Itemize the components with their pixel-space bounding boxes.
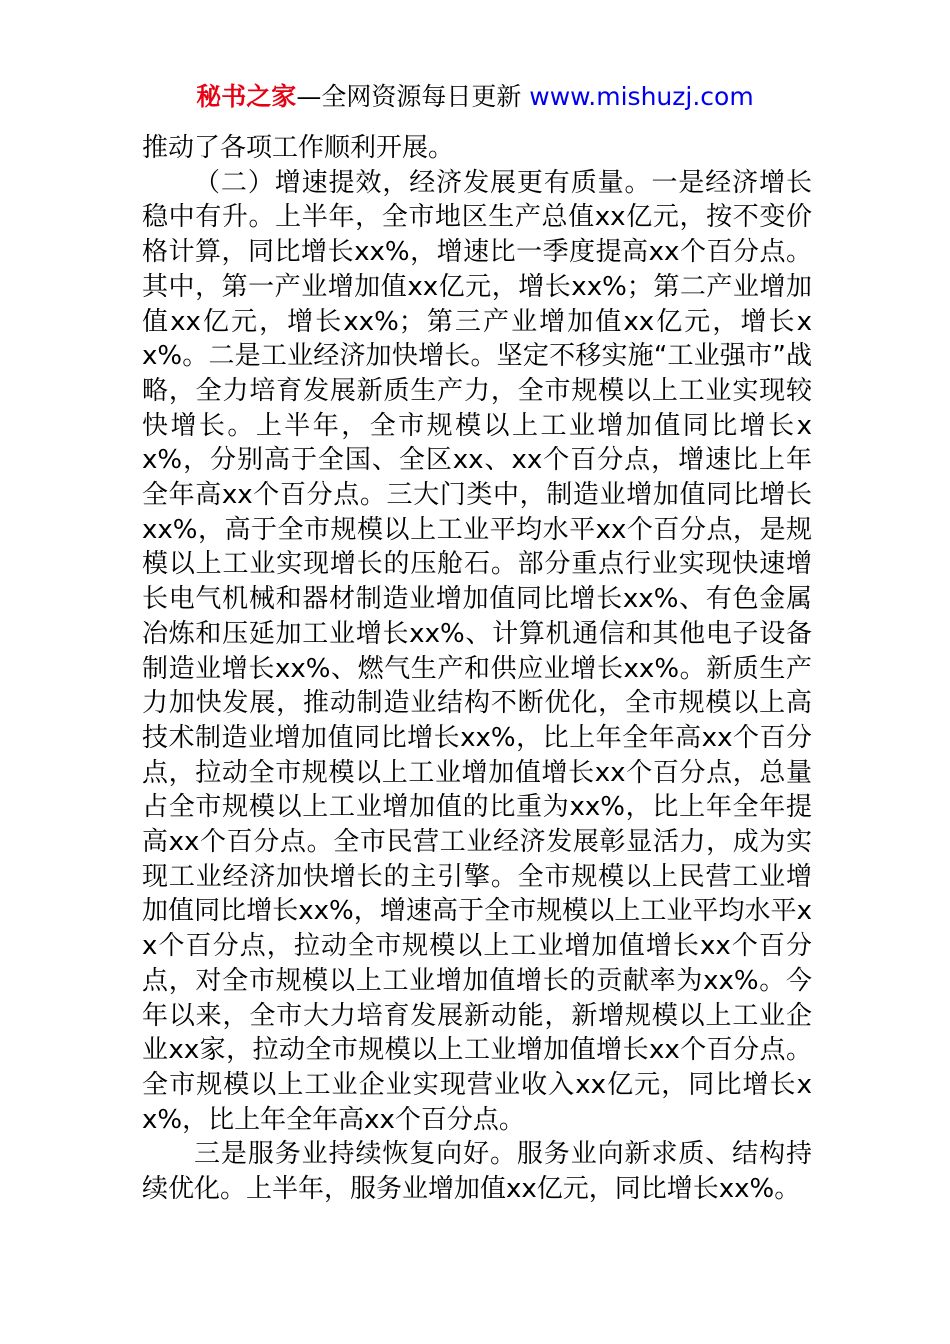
header-slogan: —全网资源每日更新	[296, 82, 530, 111]
page-header	[0, 80, 950, 114]
header-brand: 秘书之家	[196, 82, 297, 111]
header-url[interactable]: www.mishuzj.com	[529, 82, 754, 111]
paragraph-economy: （二）增速提效，经济发展更有质量。一是经济增长稳中有升。上半年，全市地区生产总值xx亿元，按不变价格计算，同比增长xx%，增速比一季度提高xx个百分点。其中，第一产业增加值xx亿元，增长xx%；第二产业增加值xx亿元，增长xx%；第三产业增加值xx亿元，增长xx%。二是工业经济加快增长。坚定不移实施“工业强市”战略，全力培育发展新质生产力，全市规模以上工业实现较快增长。上半年，全市规模以上工业增加值同比增长xx%，分别高于全国、全区xx、xx个百分点，增速比上年全年高xx个百分点。三大门类中，制造业增加值同比增长xx%，高于全市规模以上工业平均水平xx个百分点，是规模以上工业实现增长的压舱石。部分重点行业实现快速增长电气机械和器材制造业增加值同比增长xx%、有色金属冶炼和压延加工业增长xx%、计算机通信和其他电子设备制造业增长xx%、燃气生产和供应业增长xx%。新质生产力加快发展，推动制造业结构不断优化，全市规模以上高技术制造业增加值同比增长xx%，比上年全年高xx个百分点，拉动全市规模以上工业增加值增长xx个百分点，总量占全市规模以上工业增加值的比重为xx%，比上年全年提高xx个百分点。全市民营工业经济发展彰显活力，成为实现工业经济加快增长的主引擎。全市规模以上民营工业增加值同比增长xx%，增速高于全市规模以上工业平均水平xx个百分点，拉动全市规模以上工业增加值增长xx个百分点，对全市规模以上工业增加值增长的贡献率为xx%。今年以来，全市大力培育发展新动能，新增规模以上工业企业xx家，拉动全市规模以上工业增加值增长xx个百分点。全市规模以上工业企业实现营业收入xx亿元，同比增长xx%，比上年全年高xx个百分点。	[142, 167, 812, 1135]
document-body	[142, 131, 812, 1207]
paragraph-continuation: 推动了各项工作顺利开展。	[142, 133, 455, 163]
paragraph-services: 三是服务业持续恢复向好。服务业向新求质、结构持续优化。上半年，服务业增加值xx亿元，同比增长xx%。	[142, 1139, 812, 1205]
